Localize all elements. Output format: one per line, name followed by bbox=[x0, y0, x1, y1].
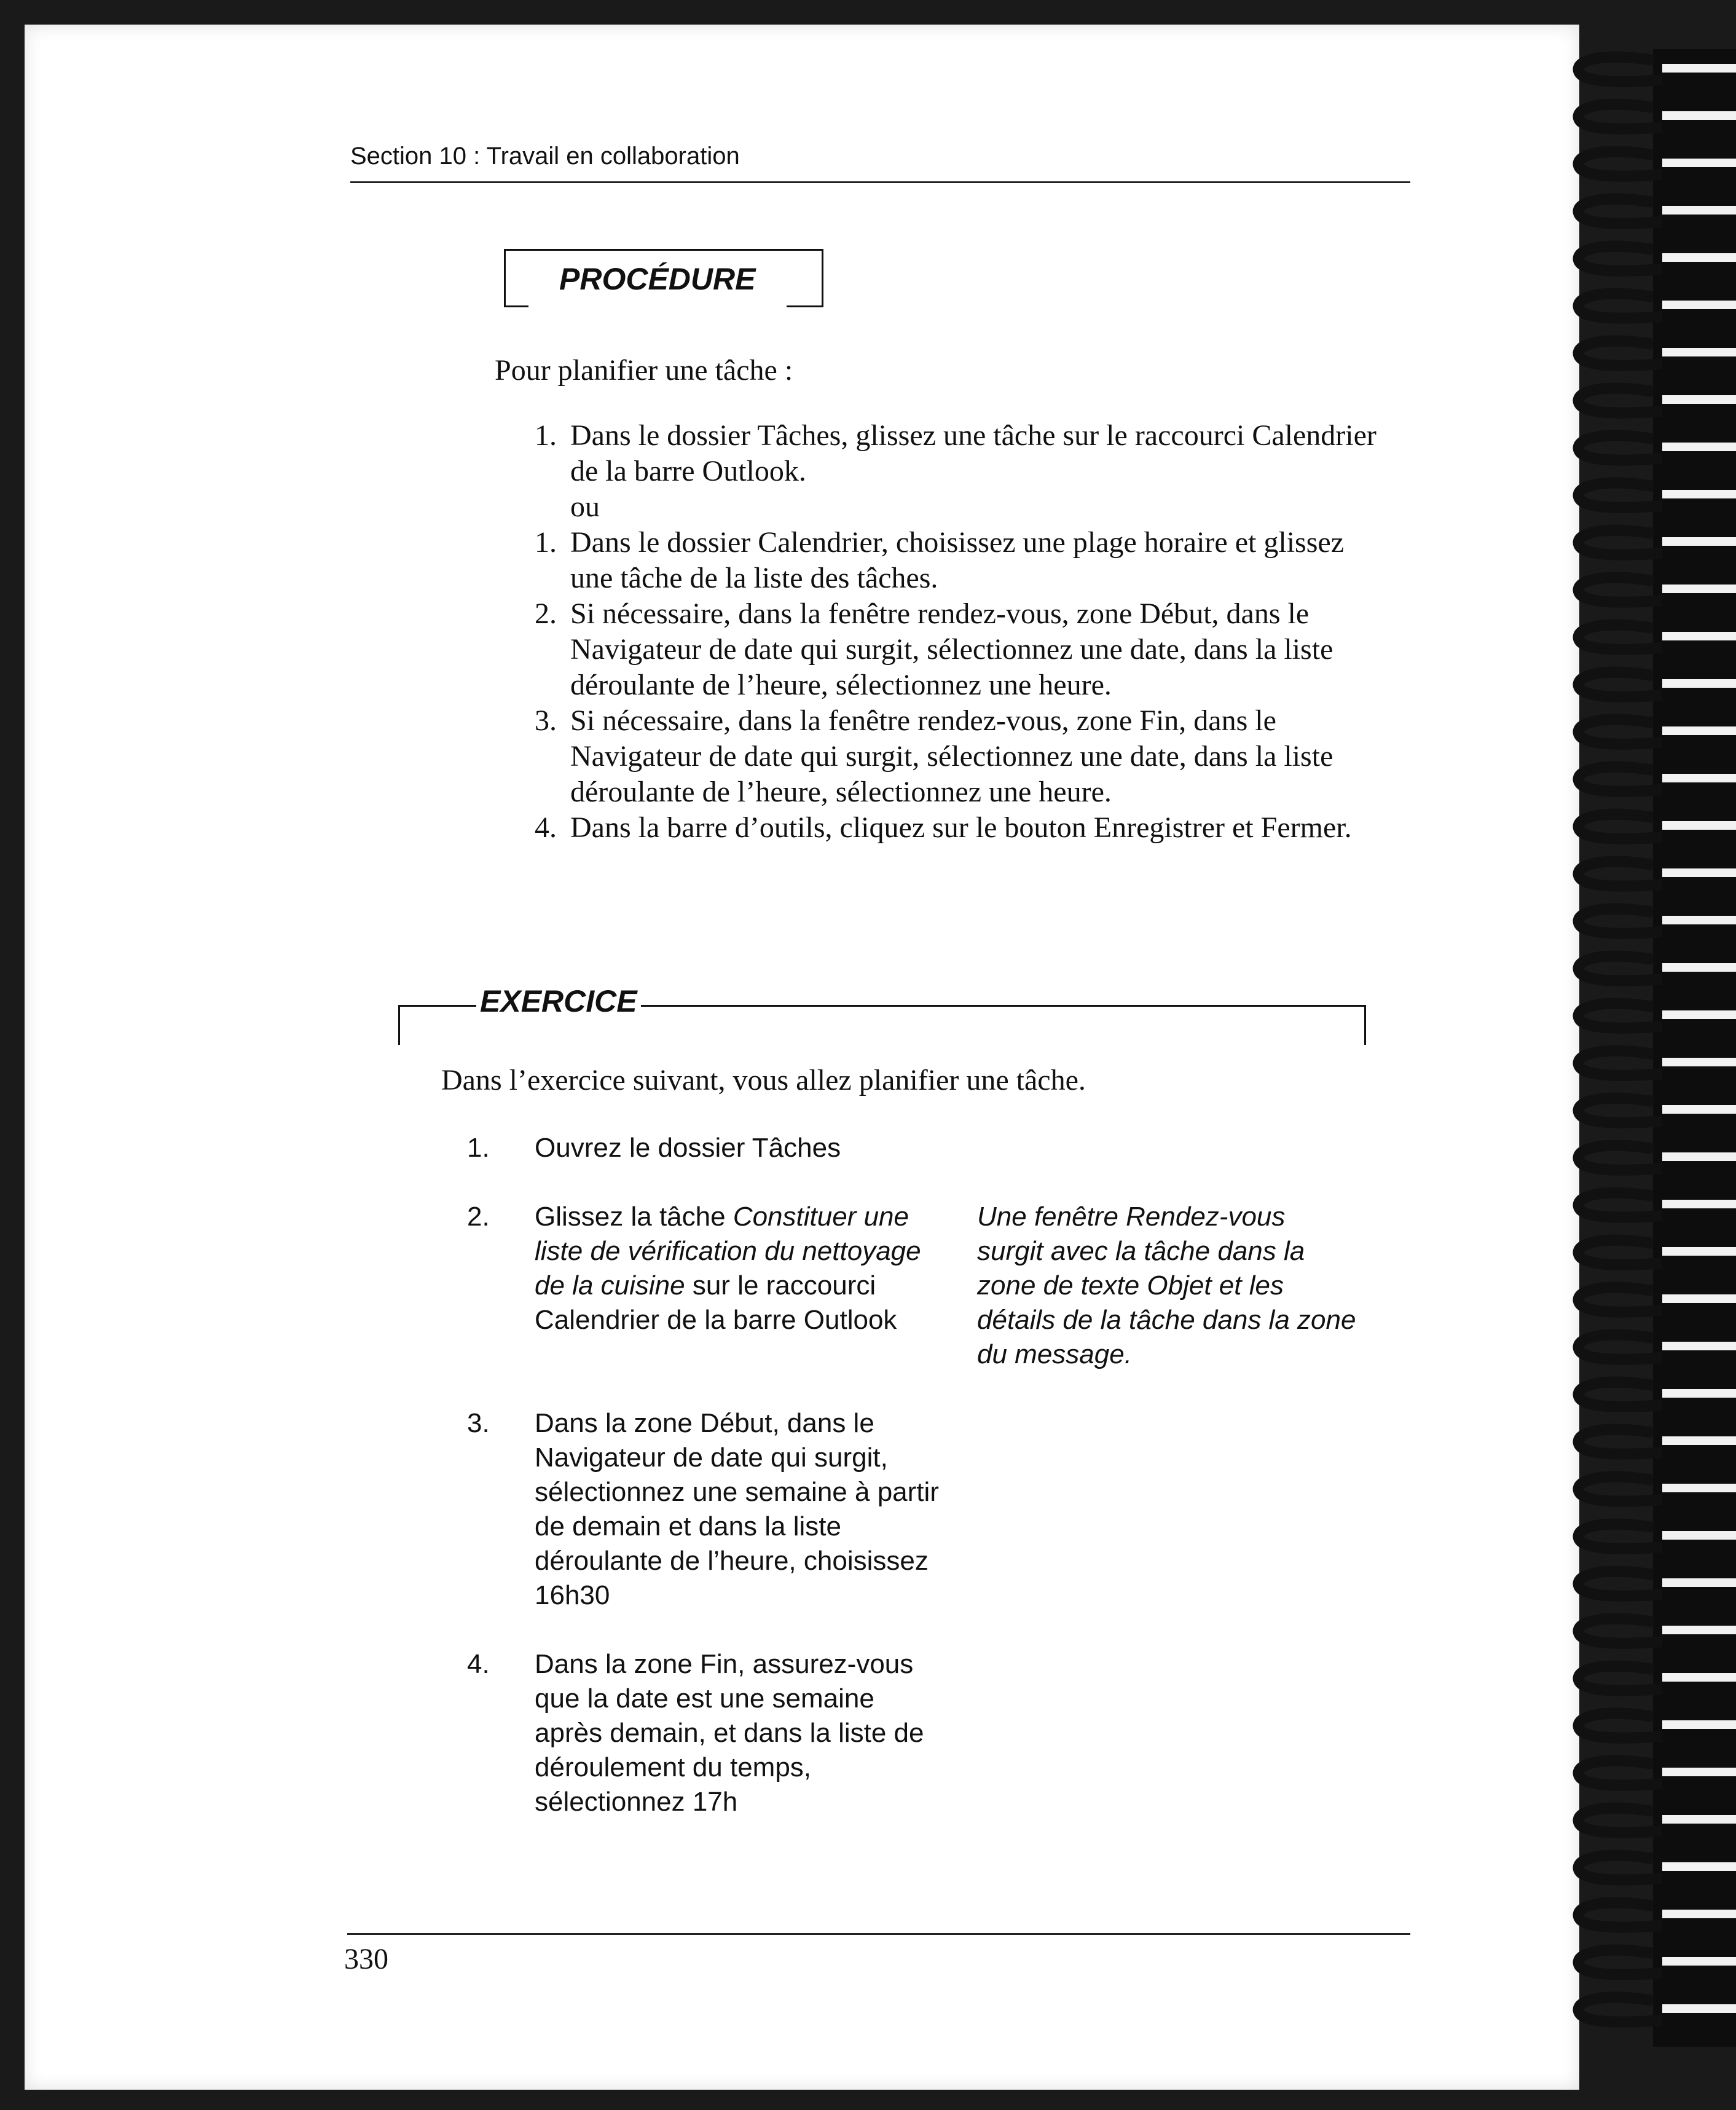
procedure-step bbox=[535, 810, 1377, 846]
spiral-binding-icon bbox=[1561, 49, 1736, 2047]
exercise-intro: Dans l’exercice suivant, vous allez planifier une tâche. bbox=[441, 1064, 1086, 1096]
exercise-step bbox=[467, 1200, 1364, 1372]
step-text: Si nécessaire, dans la fenêtre rendez-vous, zone Début, dans le Navigateur de date qui surgit, sélectionnez une date, dans la liste déroulante de l’heure, sélectionnez une heure. bbox=[570, 597, 1333, 701]
document-page bbox=[25, 25, 1579, 2090]
step-number: 1. bbox=[535, 419, 557, 452]
or-label: ou bbox=[570, 490, 600, 523]
section-header: Section 10 : Travail en collaboration bbox=[350, 143, 740, 170]
exercise-step bbox=[467, 1406, 1364, 1613]
procedure-title: PROCÉDURE bbox=[559, 262, 756, 296]
step-number: 3. bbox=[467, 1408, 490, 1438]
exercise-steps bbox=[467, 1131, 1364, 1854]
step-text: Glissez la tâche Constituer une liste de vérification du nettoyage de la cuisine sur le raccourci Calendrier de la barre Outlook bbox=[535, 1202, 921, 1335]
step-text: Si nécessaire, dans la fenêtre rendez-vous, zone Fin, dans le Navigateur de date qui surgit, sélectionnez une date, dans la liste déroulante de l’heure, sélectionnez une heure. bbox=[570, 704, 1333, 808]
exercise-step bbox=[467, 1131, 1364, 1165]
step-number: 2. bbox=[535, 597, 557, 630]
exercise-frame-right bbox=[1364, 1005, 1366, 1045]
step-number: 1. bbox=[467, 1133, 490, 1163]
exercise-step bbox=[467, 1647, 1364, 1819]
step-text: Dans la zone Fin, assurez-vous que la date est une semaine après demain, et dans la liste de déroulement du temps, sélectionnez 17h bbox=[535, 1649, 924, 1817]
page-number: 330 bbox=[344, 1943, 388, 1975]
exercise-title: EXERCICE bbox=[476, 983, 641, 1019]
step-number: 4. bbox=[535, 811, 557, 844]
procedure-title-box bbox=[504, 249, 823, 310]
footer-rule bbox=[347, 1933, 1410, 1935]
step-text: Dans le dossier Tâches, glissez une tâche sur le raccourci Calendrier de la barre Outlook. bbox=[570, 419, 1377, 487]
step-number: 1. bbox=[535, 526, 557, 559]
exercise-frame-left bbox=[398, 1005, 400, 1045]
step-text: Dans le dossier Calendrier, choisissez une plage horaire et glissez une tâche de la liste des tâches. bbox=[570, 526, 1344, 594]
procedure-steps bbox=[535, 418, 1377, 846]
procedure-step bbox=[535, 703, 1377, 810]
step-text: Ouvrez le dossier Tâches bbox=[535, 1133, 841, 1163]
step-number: 4. bbox=[467, 1649, 490, 1679]
procedure-step bbox=[535, 525, 1377, 596]
step-number: 2. bbox=[467, 1202, 490, 1232]
step-number: 3. bbox=[535, 704, 557, 737]
procedure-step bbox=[535, 596, 1377, 703]
header-rule bbox=[350, 181, 1410, 183]
step-note: Une fenêtre Rendez-vous surgit avec la tâche dans la zone de texte Objet et les détails de la tâche dans la zone du message. bbox=[977, 1202, 1356, 1369]
step-text: Dans la barre d’outils, cliquez sur le bouton Enregistrer et Fermer. bbox=[570, 811, 1352, 844]
step-text: Dans la zone Début, dans le Navigateur de date qui surgit, sélectionnez une semaine à partir de demain et dans la liste déroulante de l’heure, choisissez 16h30 bbox=[535, 1408, 939, 1610]
procedure-step bbox=[535, 418, 1377, 489]
procedure-intro: Pour planifier une tâche : bbox=[495, 354, 793, 387]
